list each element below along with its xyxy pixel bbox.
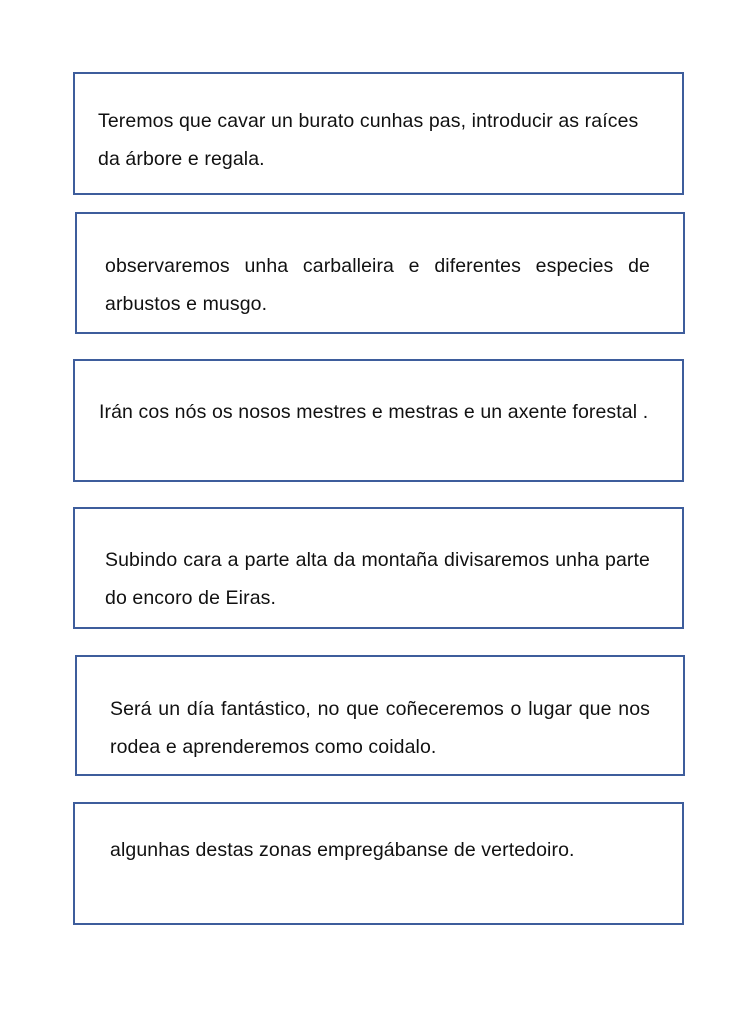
text-card-5 (75, 655, 685, 776)
text-card-1 (73, 72, 684, 195)
text-card-4 (73, 507, 684, 629)
card-text: Será un día fantástico, no que coñeceremos o lugar que nos rodea e aprenderemos como coidalo. (110, 698, 650, 758)
card-text: Subindo cara a parte alta da montaña divisaremos unha parte do encoro de Eiras. (105, 549, 650, 609)
card-text: algunhas destas zonas empregábanse de vertedoiro. (110, 839, 575, 861)
text-card-3 (73, 359, 684, 482)
text-card-6 (73, 802, 684, 925)
card-text: Teremos que cavar un burato cunhas pas, introducir as raíces da árbore e regala. (98, 110, 639, 170)
card-text: Irán cos nós os nosos mestres e mestras e un axente forestal . (99, 401, 649, 423)
text-card-2 (75, 212, 685, 334)
card-text: observaremos unha carballeira e diferentes especies de arbustos e musgo. (105, 255, 650, 315)
